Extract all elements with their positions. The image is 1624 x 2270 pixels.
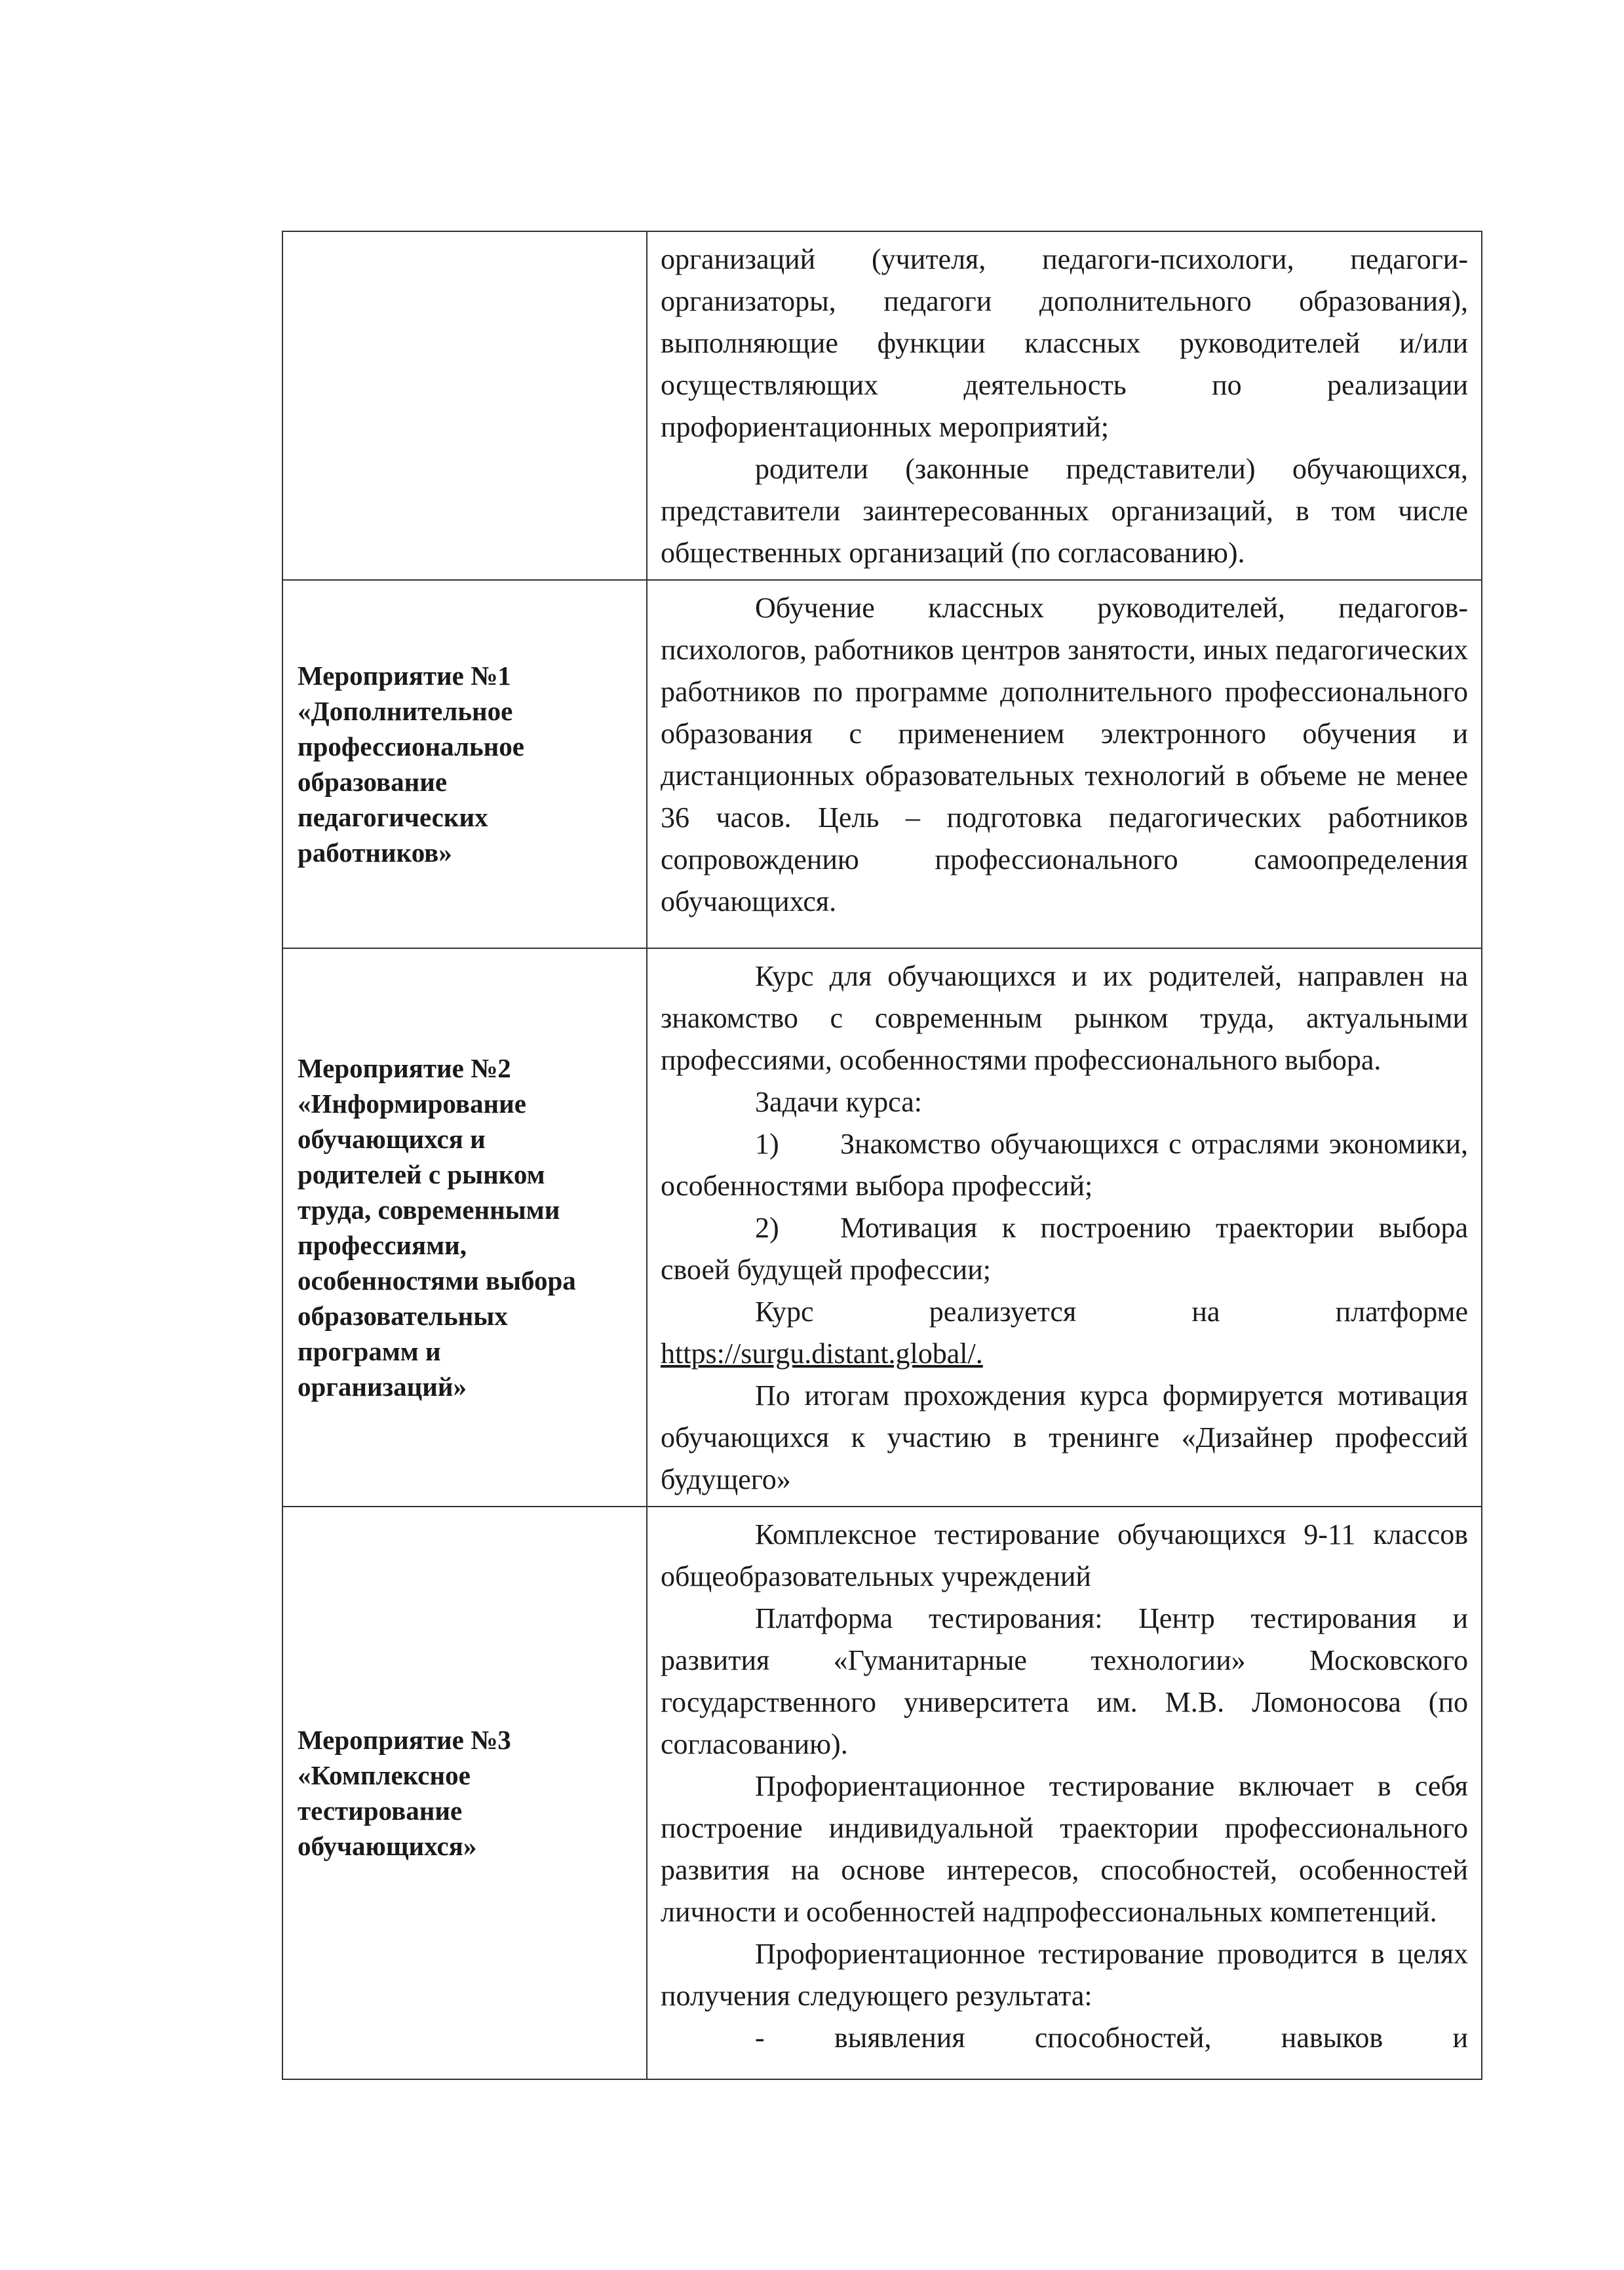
event-title-line: образование <box>298 767 448 797</box>
event-title-line: Мероприятие №3 <box>298 1725 511 1755</box>
event-title-line: «Комплексное <box>298 1760 471 1790</box>
event-description-cell <box>647 1507 1482 2079</box>
event-description-cell <box>647 580 1482 948</box>
event-title-line: обучающихся» <box>298 1831 477 1861</box>
event-title-line: профессиональное <box>298 731 524 761</box>
paragraph: родители (законные представители) обучающихся, представители заинтересованных организаций, в том числе общественных организаций (по согласованию). <box>661 453 1468 569</box>
paragraph: Обучение классных руководителей, педагогов-психологов, работников центров занятости, иных педагогических работников по программе дополнительного профессионального образования с применением электронного обучения и дистанционных образовательных технологий в объеме не менее 36 часов. Цель – подготовка педагогических работников сопровождению профессионального самоопределения обучающихся. <box>661 592 1468 917</box>
platform-link[interactable]: https://surgu.distant.global/. <box>661 1337 983 1370</box>
list-item-number: 2) <box>755 1212 779 1244</box>
list-item <box>661 1123 1468 1207</box>
paragraph: По итогам прохождения курса формируется мотивация обучающихся к участию в тренинге «Дизайнер профессий будущего» <box>661 1379 1468 1495</box>
paragraph: организаций (учителя, педагоги-психологи, педагоги-организаторы, педагоги дополнительного образования), выполняющие функции классных руководителей и/или осуществляющих деятельность по реализации профориентационных мероприятий; <box>661 243 1468 443</box>
list-item <box>661 1207 1468 1291</box>
paragraph <box>661 1333 1468 1375</box>
list-item-number: 1) <box>755 1128 779 1160</box>
table-row <box>282 948 1482 1507</box>
event-title-line: особенностями выбора <box>298 1265 576 1296</box>
event-title-cell <box>282 580 647 948</box>
event-title-cell <box>282 231 647 580</box>
event-description-cell <box>647 948 1482 1507</box>
list-item-text: Знакомство обучающихся с отраслями экономики, особенностями выбора профессий; <box>661 1128 1468 1202</box>
event-title-line: родителей с рынком <box>298 1159 545 1189</box>
list-item-text: Мотивация к построению траектории выбора своей будущей профессии; <box>661 1212 1468 1286</box>
event-title-line: профессиями, <box>298 1230 467 1260</box>
table-row <box>282 580 1482 948</box>
event-title-line: работников» <box>298 837 452 868</box>
event-title-line: труда, современными <box>298 1195 560 1225</box>
paragraph: Профориентационное тестирование проводится в целях получения следующего результата: <box>661 1938 1468 2012</box>
event-title-line: Мероприятие №1 <box>298 661 511 691</box>
event-title-line: организаций» <box>298 1372 467 1402</box>
paragraph: Комплексное тестирование обучающихся 9-11 классов общеобразовательных учреждений <box>661 1518 1468 1592</box>
paragraph: Задачи курса: <box>755 1086 922 1118</box>
event-title-line: педагогических <box>298 802 488 832</box>
paragraph: Профориентационное тестирование включает в себя построение индивидуальной траектории профессионального развития на основе интересов, способностей, особенностей личности и особенностей надпрофессиональных компетенций. <box>661 1770 1468 1928</box>
table-row <box>282 1507 1482 2079</box>
paragraph: Курс для обучающихся и их родителей, направлен на знакомство с современным рынком труда, актуальными профессиями, особенностями профессионального выбора. <box>661 960 1468 1076</box>
document-table <box>282 231 1482 2080</box>
paragraph: Платформа тестирования: Центр тестирования и развития «Гуманитарные технологии» Московского государственного университета им. М.В. Ломоносова (по согласованию). <box>661 1602 1468 1760</box>
event-title-line: обучающихся и <box>298 1124 486 1154</box>
paragraph: - выявления способностей, навыков и <box>755 2022 1468 2054</box>
event-title-line: образовательных <box>298 1301 508 1331</box>
event-description-cell <box>647 231 1482 580</box>
paragraph: Курс реализуется на платформе <box>755 1296 1468 1328</box>
event-title-line: «Дополнительное <box>298 696 513 726</box>
event-title-line: программ и <box>298 1336 441 1366</box>
event-title-cell <box>282 948 647 1507</box>
event-title-line: «Информирование <box>298 1088 526 1119</box>
event-title-cell <box>282 1507 647 2079</box>
event-title-line: тестирование <box>298 1796 463 1826</box>
event-title-line: Мероприятие №2 <box>298 1053 511 1083</box>
table-row <box>282 231 1482 580</box>
